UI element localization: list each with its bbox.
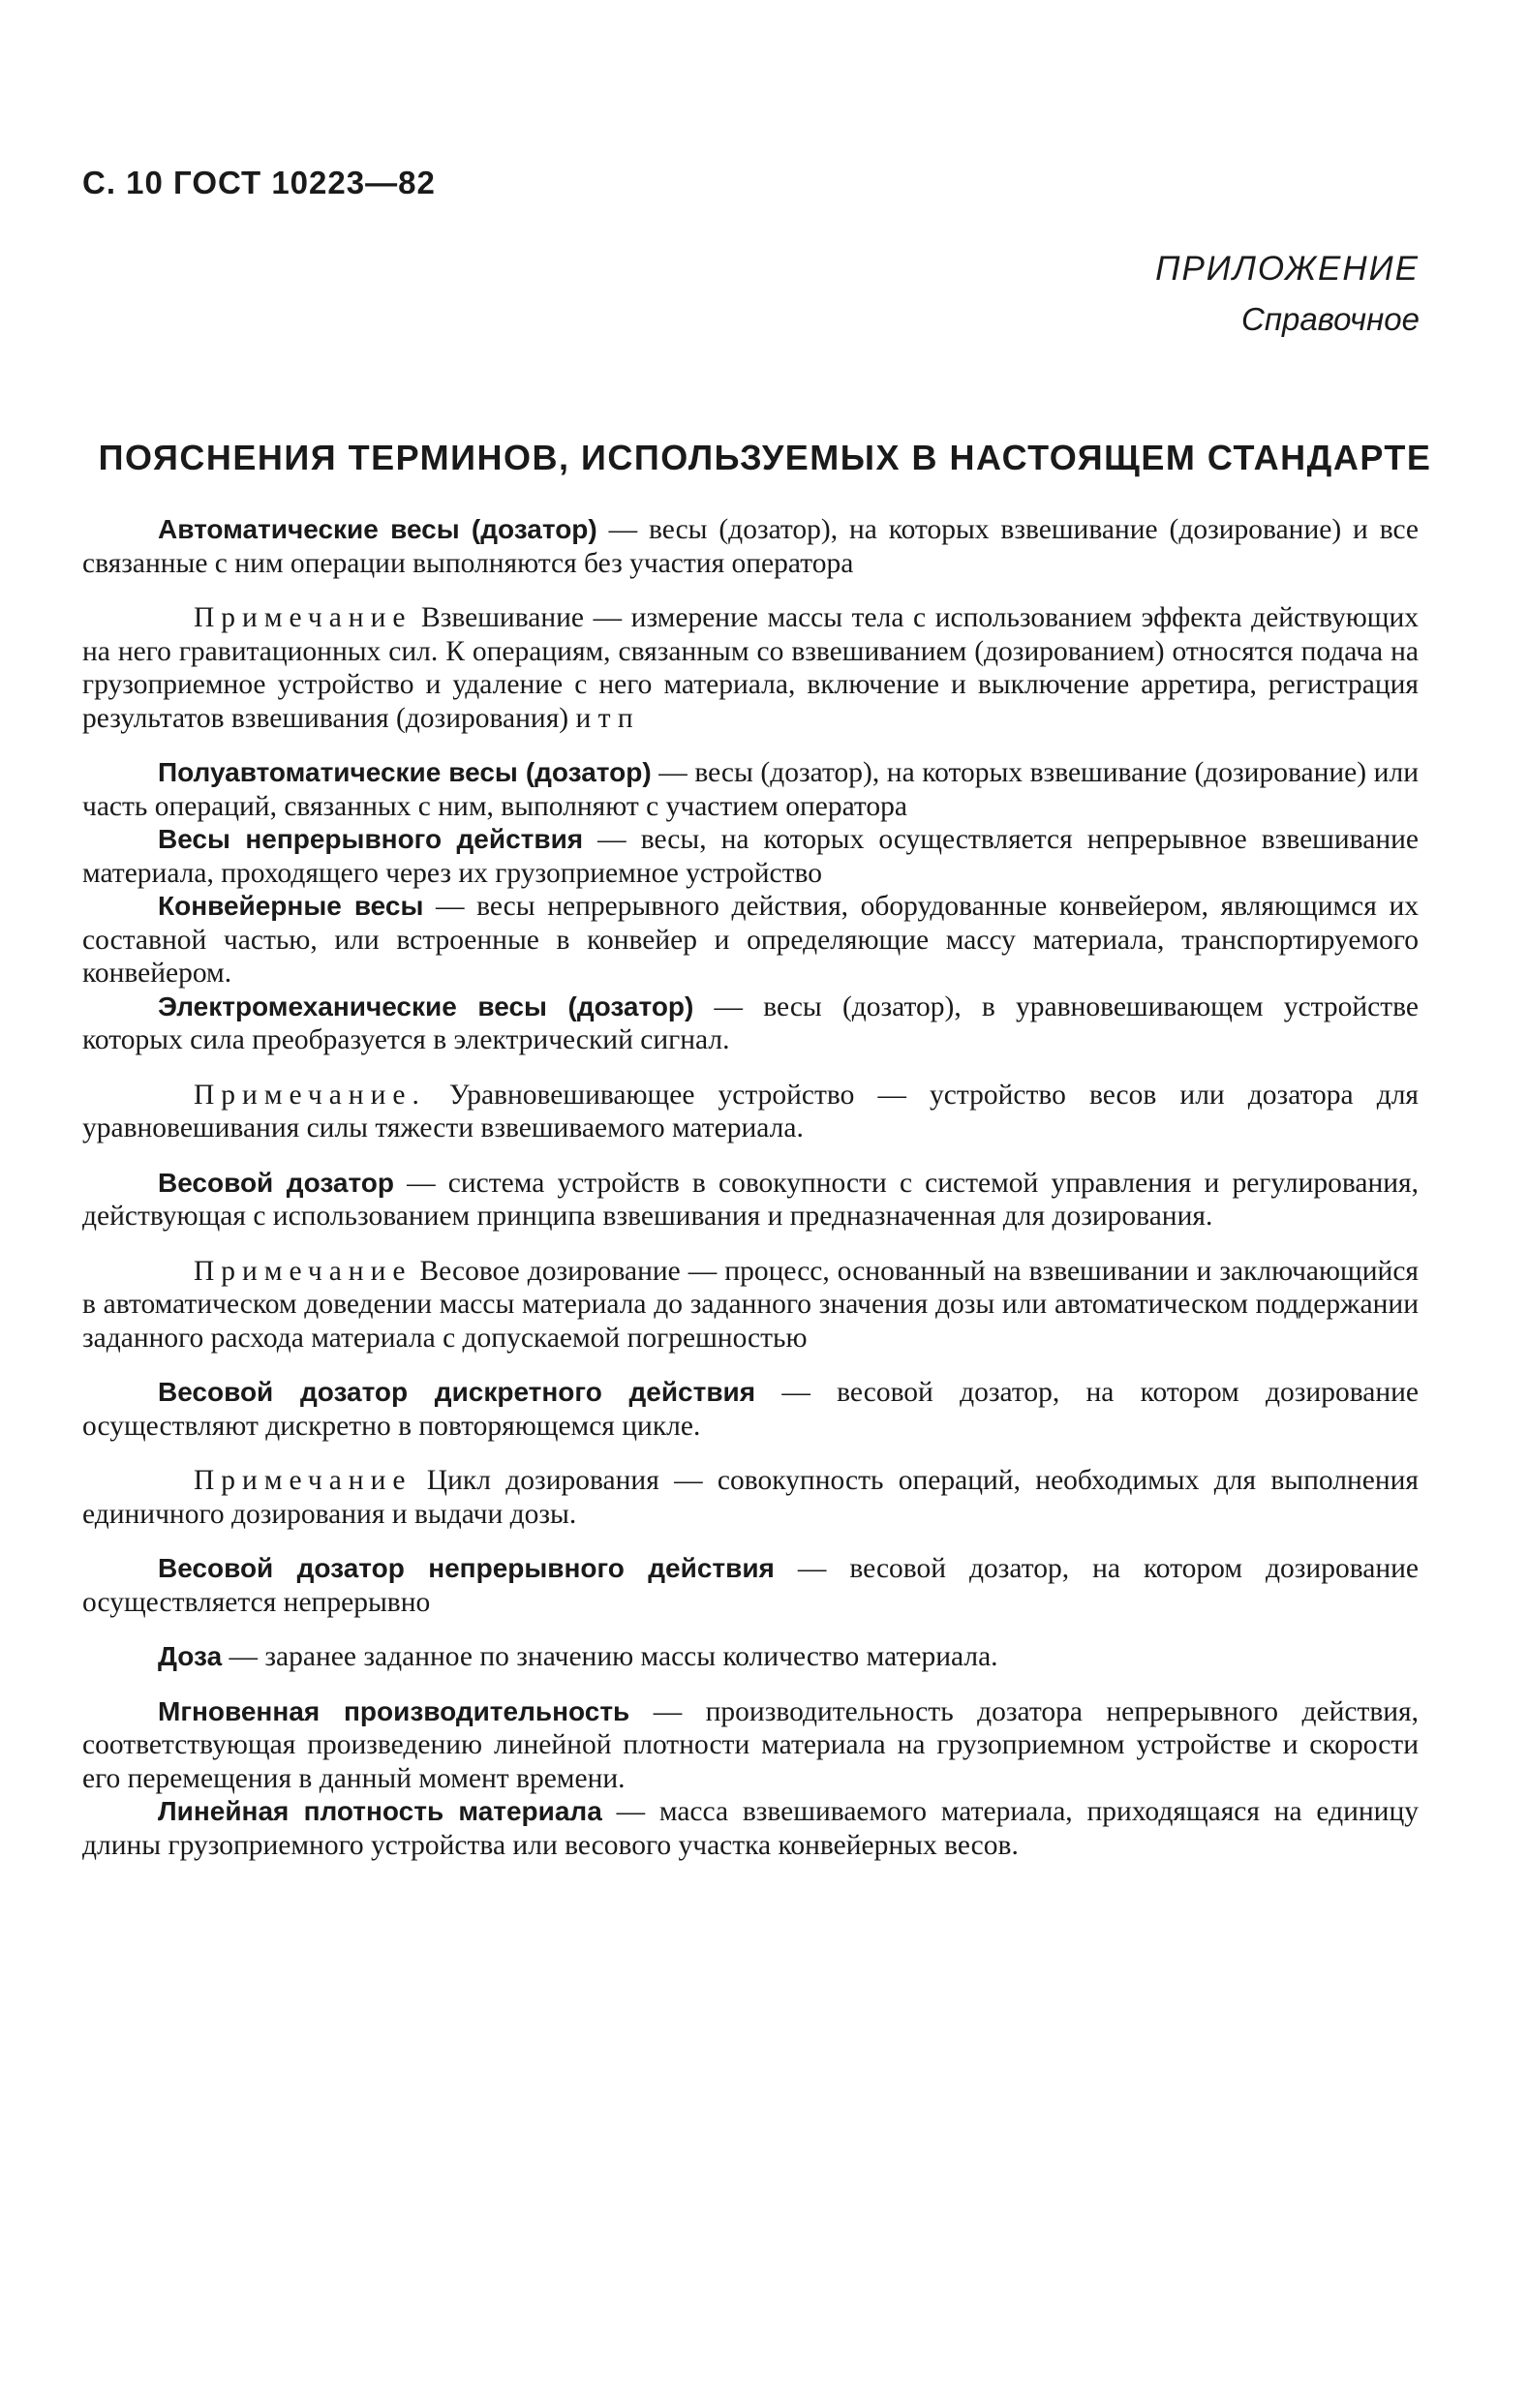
term-name: Электромеханические весы (дозатор)	[158, 991, 694, 1021]
terms-list	[82, 513, 1419, 1862]
term-definition: — заранее заданное по значению массы количество материала.	[222, 1641, 998, 1672]
note-label: Примечание	[194, 1465, 413, 1496]
appendix-title: ПРИЛОЖЕНИЕ	[1155, 250, 1420, 288]
term-definition: — весы непрерывного действия, оборудованные конвейером, являющимся их составной частью, или встроенные в конвейер и определяющие массу материала, транспортируемого конвейером.	[82, 891, 1419, 989]
term-entry	[82, 991, 1419, 1057]
term-definition: — производительность дозатора непрерывного действия, соответствующая произведению линейной плотности материала на грузоприемном устройстве и скорости его перемещения в данный момент времени.	[82, 1695, 1419, 1794]
term-entry	[82, 890, 1419, 991]
term-entry	[82, 1376, 1419, 1443]
note-text: Уравновешивающее устройство — устройство весов или дозатора для уравновешивания силы тяжести взвешиваемого материала.	[82, 1079, 1419, 1143]
note-text: Цикл дозирования — совокупность операций, необходимых для выполнения единичного дозирования и выдачи дозы.	[82, 1465, 1419, 1530]
term-name: Весовой дозатор	[158, 1167, 394, 1198]
page-header: С. 10 ГОСТ 10223—82	[82, 165, 436, 200]
term-name: Весы непрерывного действия	[158, 824, 584, 854]
term-name: Весовой дозатор непрерывного действия	[158, 1553, 775, 1583]
term-entry	[82, 1167, 1419, 1234]
term-definition: — весовой дозатор, на котором дозирование осуществляется непрерывно	[82, 1553, 1419, 1618]
section-title: ПОЯСНЕНИЯ ТЕРМИНОВ, ИСПОЛЬЗУЕМЫХ В НАСТОЯЩЕМ СТАНДАРТЕ	[98, 438, 1432, 477]
term-name: Доза	[158, 1641, 223, 1671]
note-text: Взвешивание — измерение массы тела с использованием эффекта действующих на него гравитационных сил. К операциям, связанным со взвешиванием (дозированием) относятся подача на грузоприемное устройство и удаление с него материала, включение и выключение арретира, регистрация результатов взвешивания (дозирования) и т п	[82, 602, 1419, 734]
term-definition: — весы (дозатор), на которых взвешивание (дозирование) или часть операций, связанных с ним, выполняют с участием оператора	[82, 757, 1419, 822]
term-definition: — весы, на которых осуществляется непрерывное взвешивание материала, проходящего через их грузоприемное устройство	[82, 824, 1419, 889]
term-entry	[82, 756, 1419, 823]
note-label: Примечание.	[194, 1079, 426, 1111]
term-name: Конвейерные весы	[158, 891, 424, 921]
term-definition: — система устройств в совокупности с системой управления и регулирования, действующая с использованием принципа взвешивания и предназначенная для дозирования.	[82, 1167, 1420, 1232]
note-entry	[82, 601, 1419, 735]
term-entry	[82, 1795, 1419, 1862]
appendix-subtitle: Справочное	[1240, 301, 1420, 337]
note-entry	[82, 1464, 1419, 1531]
term-name: Линейная плотность материала	[158, 1796, 602, 1826]
term-definition: — весы (дозатор), на которых взвешивание (дозирование) и все связанные с ним операции выполняются без участия оператора	[82, 514, 1419, 579]
term-definition: — весовой дозатор, на котором дозирование осуществляют дискретно в повторяющемся цикле.	[82, 1377, 1419, 1442]
term-name: Автоматические весы (дозатор)	[158, 514, 597, 544]
note-label: Примечание	[194, 1255, 413, 1287]
term-name: Полуавтоматические весы (дозатор)	[158, 757, 652, 787]
term-definition: — весы (дозатор), в уравновешивающем устройстве которых сила преобразуется в электрический сигнал.	[82, 991, 1419, 1055]
term-entry	[82, 1640, 1419, 1674]
term-name: Мгновенная производительность	[158, 1695, 630, 1726]
note-text: Весовое дозирование — процесс, основанный на взвешивании и заключающийся в автоматическом доведении массы материала до заданного значения дозы или автоматическом поддержании заданного расхода материала с допускаемой погрешностью	[82, 1255, 1419, 1354]
note-entry	[82, 1255, 1419, 1356]
note-label: Примечание	[194, 602, 413, 633]
term-entry	[82, 513, 1419, 580]
note-entry	[82, 1079, 1419, 1145]
term-name: Весовой дозатор дискретного действия	[158, 1377, 756, 1407]
term-entry	[82, 823, 1419, 890]
term-entry	[82, 1695, 1419, 1796]
appendix-block	[1155, 244, 1420, 345]
term-definition: — масса взвешиваемого материала, приходящаяся на единицу длины грузоприемного устройства или весового участка конвейерных весов.	[82, 1796, 1419, 1861]
term-entry	[82, 1552, 1419, 1619]
